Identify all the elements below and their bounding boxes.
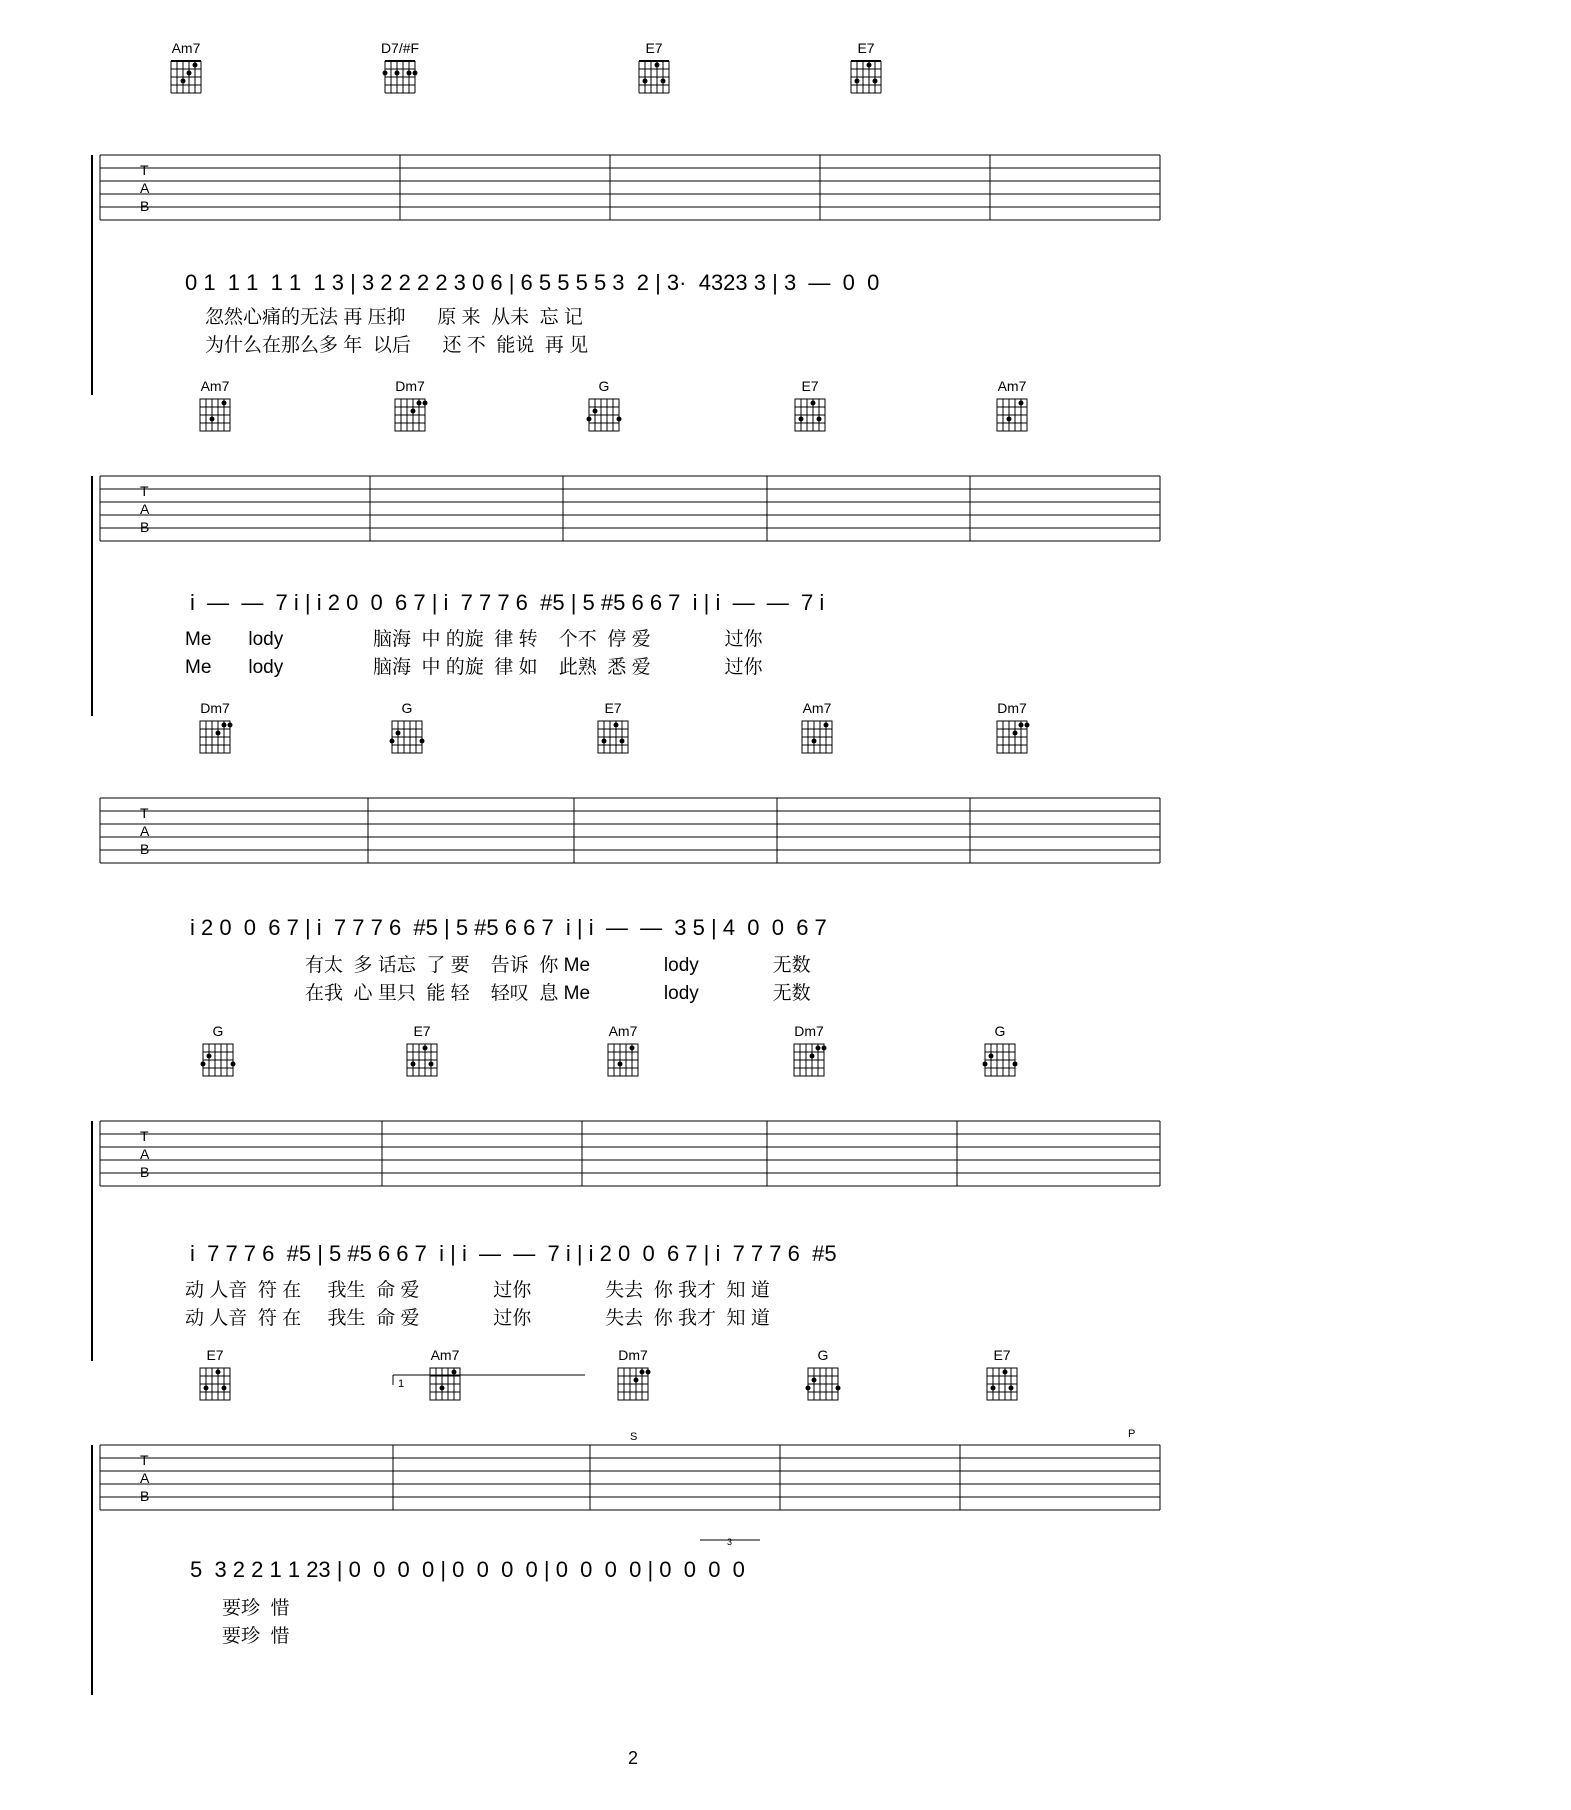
page-number: 2 — [627, 1748, 638, 1768]
tab-letter: B — [140, 1488, 150, 1504]
chord-name: Am7 — [171, 40, 201, 56]
chord-name: E7 — [206, 1347, 224, 1363]
chord-grid-icon — [195, 716, 235, 756]
chord-name: G — [817, 1347, 829, 1363]
chord-diagram — [787, 700, 847, 756]
jianpu-line: i 2 0 0 6 7 | i 7 7 7 6 #5 | 5 #5 6 6 7 i | i — — 3 5 | 4 0 0 6 7 — [190, 915, 827, 940]
system-4 — [0, 1023, 1266, 1329]
jianpu-line: i — — 7 i | i 2 0 0 6 7 | i 7 7 7 6 #5 | 5 #5 6 6 7 i | i — — 7 i — [190, 590, 825, 615]
chord-diagram — [370, 40, 430, 96]
tab-letter: A — [140, 823, 150, 839]
pull-off-mark: P — [1128, 1428, 1136, 1440]
system-2 — [0, 378, 1266, 678]
chord-name: G — [401, 700, 413, 716]
tab-letter: A — [140, 1146, 150, 1162]
lyrics-verse-1: Me lody 脑海 中 的旋 律 转 个不 停 爱 过你 — [185, 629, 763, 650]
tab-staff — [0, 115, 1266, 295]
chord-name: E7 — [801, 378, 819, 394]
chord-diagram — [593, 1023, 653, 1079]
chord-name: E7 — [604, 700, 622, 716]
lyrics-verse-2: 要珍 惜 — [222, 1626, 290, 1647]
chord-name: Am7 — [997, 378, 1027, 394]
chord-name: Dm7 — [618, 1347, 648, 1363]
tab-letter: B — [140, 1164, 150, 1180]
chord-grid-icon — [402, 1039, 442, 1079]
lyrics-verse-2: 在我 心 里只 能 轻 轻叹 息 Me lody 无数 — [305, 983, 811, 1004]
chord-diagram — [574, 378, 634, 434]
lyrics-verse-1: 忽然心痛的无法 再 压抑 原 来 从未 忘 记 — [205, 307, 583, 328]
chord-grid-icon — [797, 716, 837, 756]
chord-grid-icon — [790, 394, 830, 434]
chord-grid-icon — [425, 1363, 465, 1403]
system-5 — [0, 1347, 1266, 1677]
chord-diagram — [793, 1347, 853, 1403]
lyrics-verse-1: 动 人音 符 在 我生 命 爱 过你 失去 你 我才 知 道 — [185, 1280, 770, 1301]
tab-letter: A — [140, 180, 150, 196]
chord-grid-icon — [613, 1363, 653, 1403]
tab-letter: T — [140, 1128, 149, 1144]
chord-diagram — [188, 1023, 248, 1079]
chord-diagram — [185, 378, 245, 434]
tab-letter: A — [140, 1470, 150, 1486]
chord-grid-icon — [789, 1039, 829, 1079]
chord-grid-icon — [992, 394, 1032, 434]
chord-diagram — [972, 1347, 1032, 1403]
chord-name: Am7 — [608, 1023, 638, 1039]
tab-staff — [0, 436, 1266, 616]
lyrics-verse-2: 动 人音 符 在 我生 命 爱 过你 失去 你 我才 知 道 — [185, 1308, 770, 1329]
chord-grid-icon — [198, 1039, 238, 1079]
chord-name: G — [212, 1023, 224, 1039]
chord-diagram — [380, 378, 440, 434]
chord-diagram — [156, 40, 216, 96]
chord-name: E7 — [645, 40, 663, 56]
chord-grid-icon — [980, 1039, 1020, 1079]
chord-grid-icon — [380, 56, 420, 96]
chord-grid-icon — [195, 1363, 235, 1403]
lyrics-verse-2: Me lody 脑海 中 的旋 律 如 此熟 悉 爱 过你 — [185, 657, 763, 678]
tab-letter: B — [140, 198, 150, 214]
chord-name: Am7 — [430, 1347, 460, 1363]
chord-diagram — [185, 1347, 245, 1403]
chord-diagram — [583, 700, 643, 756]
chord-name: Dm7 — [794, 1023, 824, 1039]
tab-letter: B — [140, 841, 150, 857]
jianpu-line: i 7 7 7 6 #5 | 5 #5 6 6 7 i | i — — 7 i | i 2 0 0 6 7 | i 7 7 7 6 #5 — [190, 1241, 837, 1266]
chord-diagram — [603, 1347, 663, 1403]
tab-letter: T — [140, 1452, 149, 1468]
chord-grid-icon — [982, 1363, 1022, 1403]
chord-grid-icon — [593, 716, 633, 756]
chord-name: D7/#F — [380, 40, 420, 56]
jianpu-line: 0 1 1 1 1 1 1 3 | 3 2 2 2 2 3 0 6 | 6 5 5 5 5 3 2 | 3· 4323 3 | 3 — 0 0 — [185, 270, 880, 295]
system-1 — [0, 40, 1266, 356]
lyrics-verse-1: 要珍 惜 — [222, 1598, 290, 1619]
chord-diagram — [624, 40, 684, 96]
tab-letter: T — [140, 805, 149, 821]
chord-grid-icon — [195, 394, 235, 434]
chord-name: E7 — [993, 1347, 1011, 1363]
chord-grid-icon — [603, 1039, 643, 1079]
chord-grid-icon — [166, 56, 206, 96]
chord-diagram — [392, 1023, 452, 1079]
chord-name: Dm7 — [395, 378, 425, 394]
lyrics-verse-1: 有太 多 话忘 了 要 告诉 你 Me lody 无数 — [305, 955, 811, 976]
chord-grid-icon — [390, 394, 430, 434]
chord-name: Dm7 — [997, 700, 1027, 716]
chord-grid-icon — [846, 56, 886, 96]
tab-staff — [0, 1081, 1266, 1261]
chord-name: E7 — [857, 40, 875, 56]
tab-letter: B — [140, 519, 150, 535]
chord-grid-icon — [992, 716, 1032, 756]
chord-name: G — [598, 378, 610, 394]
jianpu-line: 5 3 2 2 1 1 23 | 0 0 0 0 | 0 0 0 0 | 0 0 0 0 | 0 0 0 0 — [190, 1557, 745, 1582]
slide-mark: S — [630, 1431, 638, 1443]
system-3 — [0, 700, 1266, 1004]
chord-name: G — [994, 1023, 1006, 1039]
triplet-mark: 3 — [727, 1537, 733, 1547]
chord-name: E7 — [413, 1023, 431, 1039]
chord-diagram — [836, 40, 896, 96]
chord-diagram — [377, 700, 437, 756]
tab-letter: T — [140, 483, 149, 499]
chord-name: Dm7 — [200, 700, 230, 716]
chord-grid-icon — [803, 1363, 843, 1403]
tab-staff — [0, 758, 1266, 938]
chord-grid-icon — [634, 56, 674, 96]
chord-diagram — [970, 1023, 1030, 1079]
chord-grid-icon — [584, 394, 624, 434]
chord-grid-icon — [387, 716, 427, 756]
chord-diagram — [779, 1023, 839, 1079]
chord-diagram — [780, 378, 840, 434]
chord-diagram — [982, 700, 1042, 756]
chord-diagram — [185, 700, 245, 756]
tab-letter: T — [140, 162, 149, 178]
chord-name: Am7 — [200, 378, 230, 394]
tab-letter: A — [140, 501, 150, 517]
volta-mark: 1 — [398, 1378, 405, 1390]
lyrics-verse-2: 为什么在那么多 年 以后 还 不 能说 再 见 — [205, 335, 589, 356]
chord-name: Am7 — [802, 700, 832, 716]
chord-diagram — [982, 378, 1042, 434]
